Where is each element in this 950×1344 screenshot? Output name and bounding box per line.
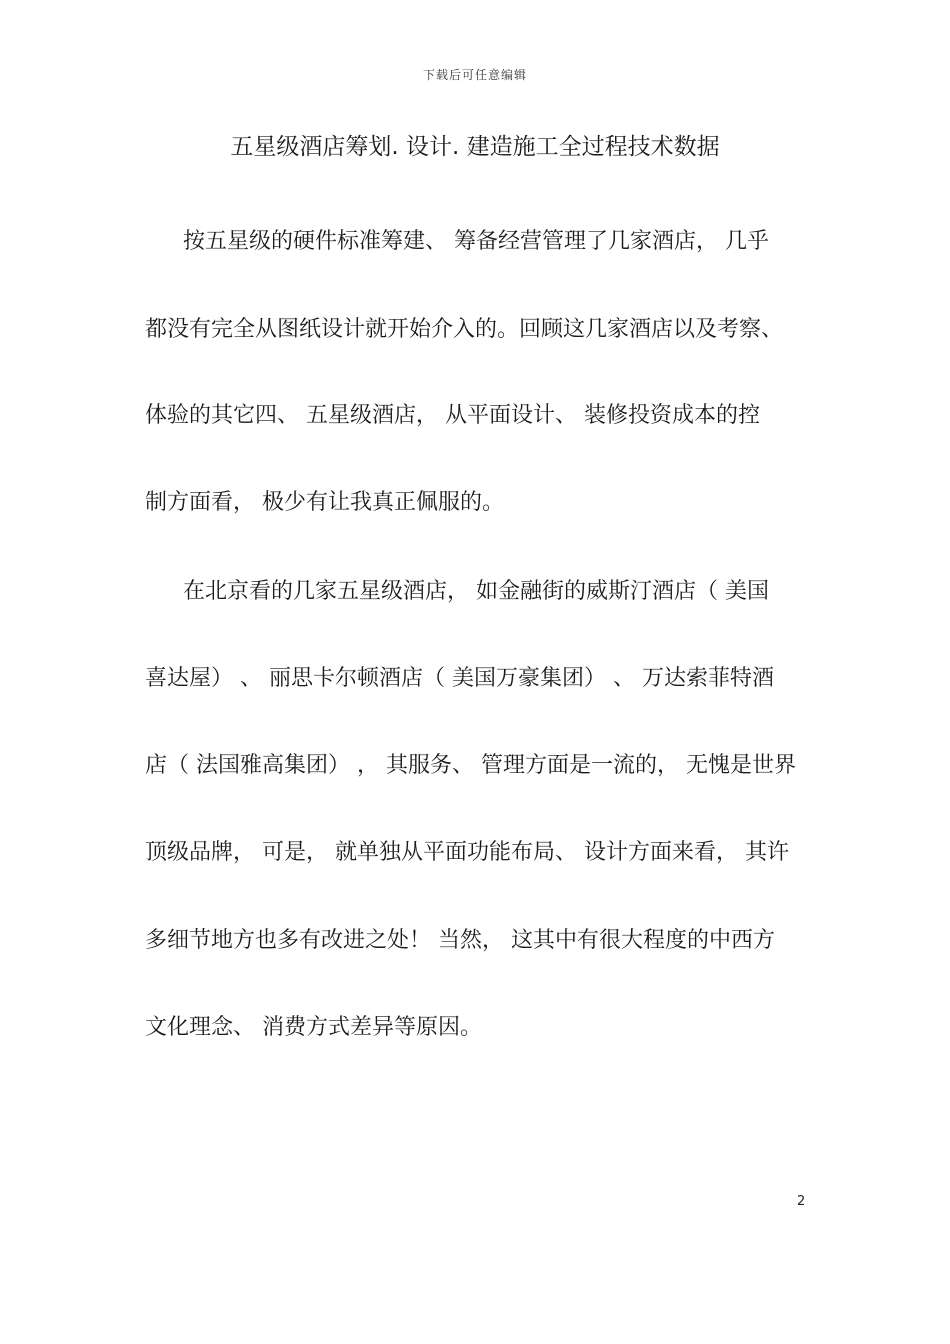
paragraph-line: 在北京看的几家五星级酒店， 如金融街的威斯汀酒店（ 美国 [183, 579, 769, 604]
paragraph-line: 体验的其它四、 五星级酒店， 从平面设计、 装修投资成本的控 [145, 403, 760, 428]
paragraph-line: 店（ 法国雅高集团） ， 其服务、 管理方面是一流的， 无愧是世界 [145, 753, 796, 778]
paragraph-line: 喜达屋） 、 丽思卡尔顿酒店（ 美国万豪集团） 、 万达索菲特酒 [145, 666, 774, 691]
document-title: 五星级酒店筹划. 设计. 建造施工全过程技术数据 [230, 134, 720, 160]
page-header-note: 下载后可任意编辑 [422, 68, 527, 82]
paragraph-line: 顶级品牌， 可是， 就单独从平面功能布局、 设计方面来看， 其许 [145, 840, 789, 865]
paragraph-line: 制方面看， 极少有让我真正佩服的。 [145, 490, 504, 515]
page-number: 2 [797, 1194, 806, 1209]
paragraph-line: 都没有完全从图纸设计就开始介入的。回顾这几家酒店以及考察、 [145, 317, 784, 342]
paragraph-line: 多细节地方也多有改进之处！ 当然， 这其中有很大程度的中西方 [145, 928, 775, 953]
paragraph-line: 按五星级的硬件标准筹建、 筹备经营管理了几家酒店， 几乎 [183, 229, 769, 254]
paragraph-line: 文化理念、 消费方式差异等原因。 [145, 1015, 482, 1040]
